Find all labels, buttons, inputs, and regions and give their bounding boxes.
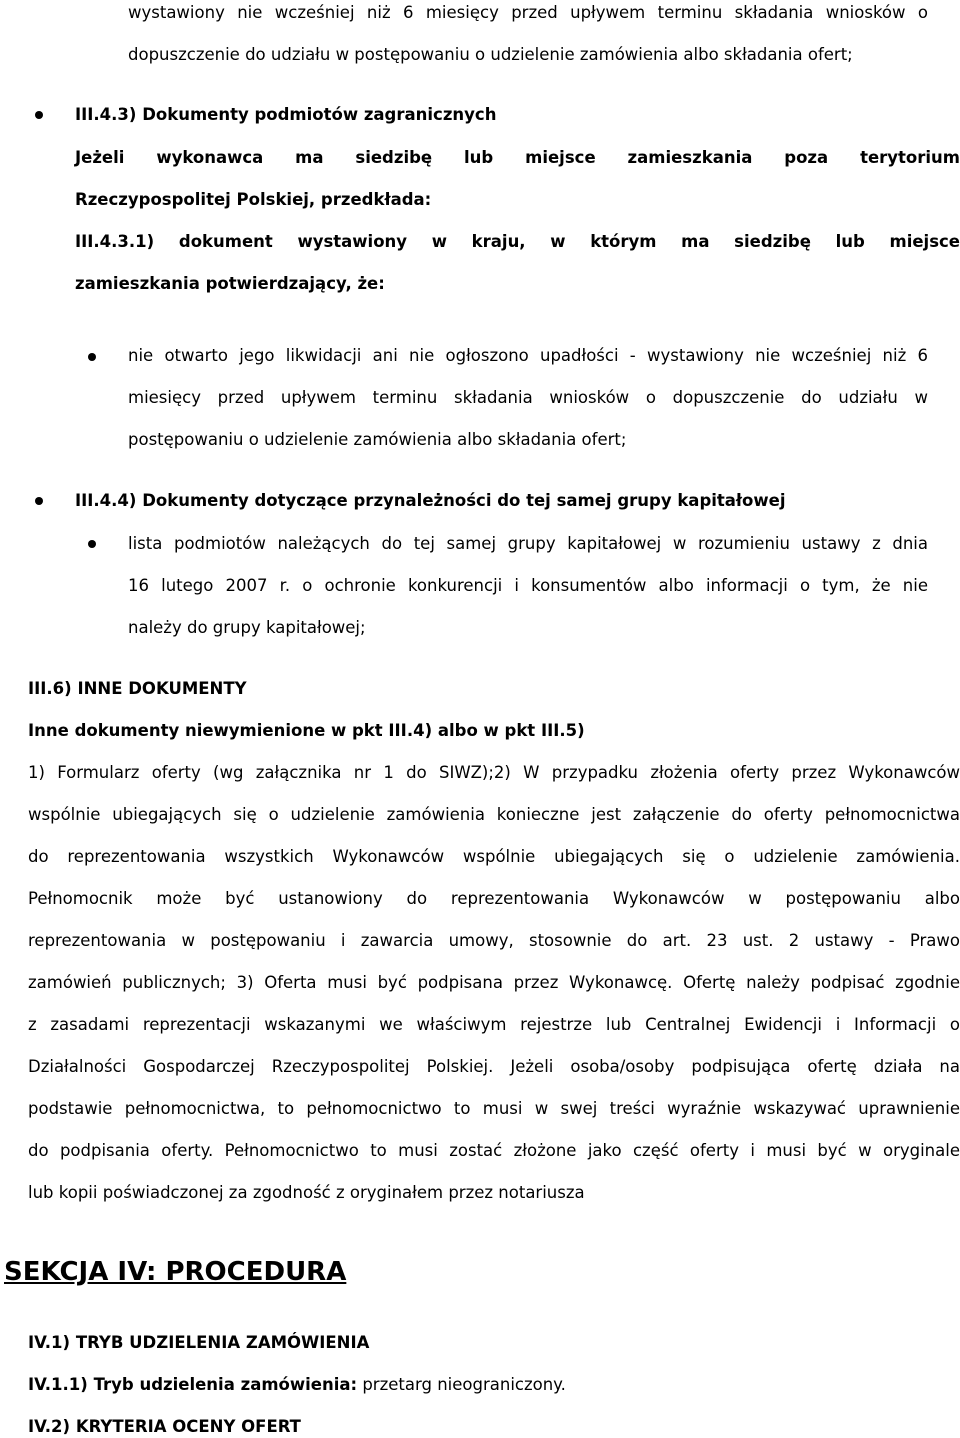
section-title: SEKCJA IV: PROCEDURA: [4, 1257, 347, 1287]
paragraph-line: wystawiony nie wcześniej niż 6 miesięcy przed upływem terminu składania wniosków o: [128, 3, 928, 22]
list-item-line: nie otwarto jego likwidacji ani nie ogłoszono upadłości - wystawiony nie wcześniej niż 6: [128, 346, 928, 365]
section-heading: III.4.3) Dokumenty podmiotów zagranicznych: [75, 105, 497, 124]
bullet-icon: [35, 111, 43, 119]
paragraph-line: do podpisania oferty. Pełnomocnictwo to musi zostać złożone jako część oferty i musi być w oryginale: [28, 1141, 960, 1160]
list-item-line: lista podmiotów należących do tej samej grupy kapitałowej w rozumieniu ustawy z dnia: [128, 534, 928, 553]
paragraph-line: do reprezentowania wszystkich Wykonawców wspólnie ubiegających się o udzielenie zamówienia.: [28, 847, 960, 866]
procedure-mode-label: IV.1.1) Tryb udzielenia zamówienia:: [28, 1375, 358, 1394]
paragraph-line: Pełnomocnik może być ustanowiony do reprezentowania Wykonawców w postępowaniu albo: [28, 889, 960, 908]
section-subheading: Inne dokumenty niewymienione w pkt III.4) albo w pkt III.5): [28, 721, 585, 740]
paragraph-line: zamieszkania potwierdzający, że:: [75, 274, 385, 293]
section-heading: III.4.4) Dokumenty dotyczące przynależności do tej samej grupy kapitałowej: [75, 491, 786, 510]
paragraph-line: wspólnie ubiegających się o udzielenie zamówienia konieczne jest załączenie do oferty pełnomocnictwa: [28, 805, 960, 824]
paragraph-line: Rzeczypospolitej Polskiej, przedkłada:: [75, 190, 432, 209]
section-heading: IV.1) TRYB UDZIELENIA ZAMÓWIENIA: [28, 1333, 370, 1352]
subsection-heading: III.4.3.1) dokument wystawiony w kraju, w którym ma siedzibę lub miejsce: [75, 232, 960, 251]
list-item-line: 16 lutego 2007 r. o ochronie konkurencji i konsumentów albo informacji o tym, że nie: [128, 576, 928, 595]
paragraph-line: dopuszczenie do udziału w postępowaniu o udzielenie zamówienia albo składania ofert;: [128, 45, 853, 64]
procedure-mode-value: przetarg nieograniczony.: [357, 1375, 566, 1394]
list-item-line: należy do grupy kapitałowej;: [128, 618, 366, 637]
section-heading: III.6) INNE DOKUMENTY: [28, 679, 247, 698]
bullet-icon: [88, 540, 96, 548]
bullet-icon: [35, 497, 43, 505]
paragraph-line: Działalności Gospodarczej Rzeczypospolitej Polskiej. Jeżeli osoba/osoby podpisująca ofertę działa na: [28, 1057, 960, 1076]
list-item-line: miesięcy przed upływem terminu składania wniosków o dopuszczenie do udziału w: [128, 388, 928, 407]
paragraph-line: z zasadami reprezentacji wskazanymi we właściwym rejestrze lub Centralnej Ewidencji i Informacji o: [28, 1015, 960, 1034]
paragraph-line: lub kopii poświadczonej za zgodność z oryginałem przez notariusza: [28, 1183, 585, 1202]
paragraph-line: reprezentowania w postępowaniu i zawarcia umowy, stosownie do art. 23 ust. 2 ustawy - Prawo: [28, 931, 960, 950]
section-heading: IV.2) KRYTERIA OCENY OFERT: [28, 1417, 301, 1436]
paragraph-line: zamówień publicznych; 3) Oferta musi być podpisana przez Wykonawcę. Ofertę należy podpisać zgodnie: [28, 973, 960, 992]
paragraph-line: 1) Formularz oferty (wg załącznika nr 1 do SIWZ);2) W przypadku złożenia oferty przez Wykonawców: [28, 763, 960, 782]
paragraph-line: podstawie pełnomocnictwa, to pełnomocnictwo to musi w swej treści wyraźnie wskazywać uprawnienie: [28, 1099, 960, 1118]
paragraph-line: Jeżeli wykonawca ma siedzibę lub miejsce zamieszkania poza terytorium: [75, 148, 960, 167]
bullet-icon: [88, 353, 96, 361]
procedure-mode-line: [28, 1374, 566, 1396]
list-item-line: postępowaniu o udzielenie zamówienia albo składania ofert;: [128, 430, 627, 449]
